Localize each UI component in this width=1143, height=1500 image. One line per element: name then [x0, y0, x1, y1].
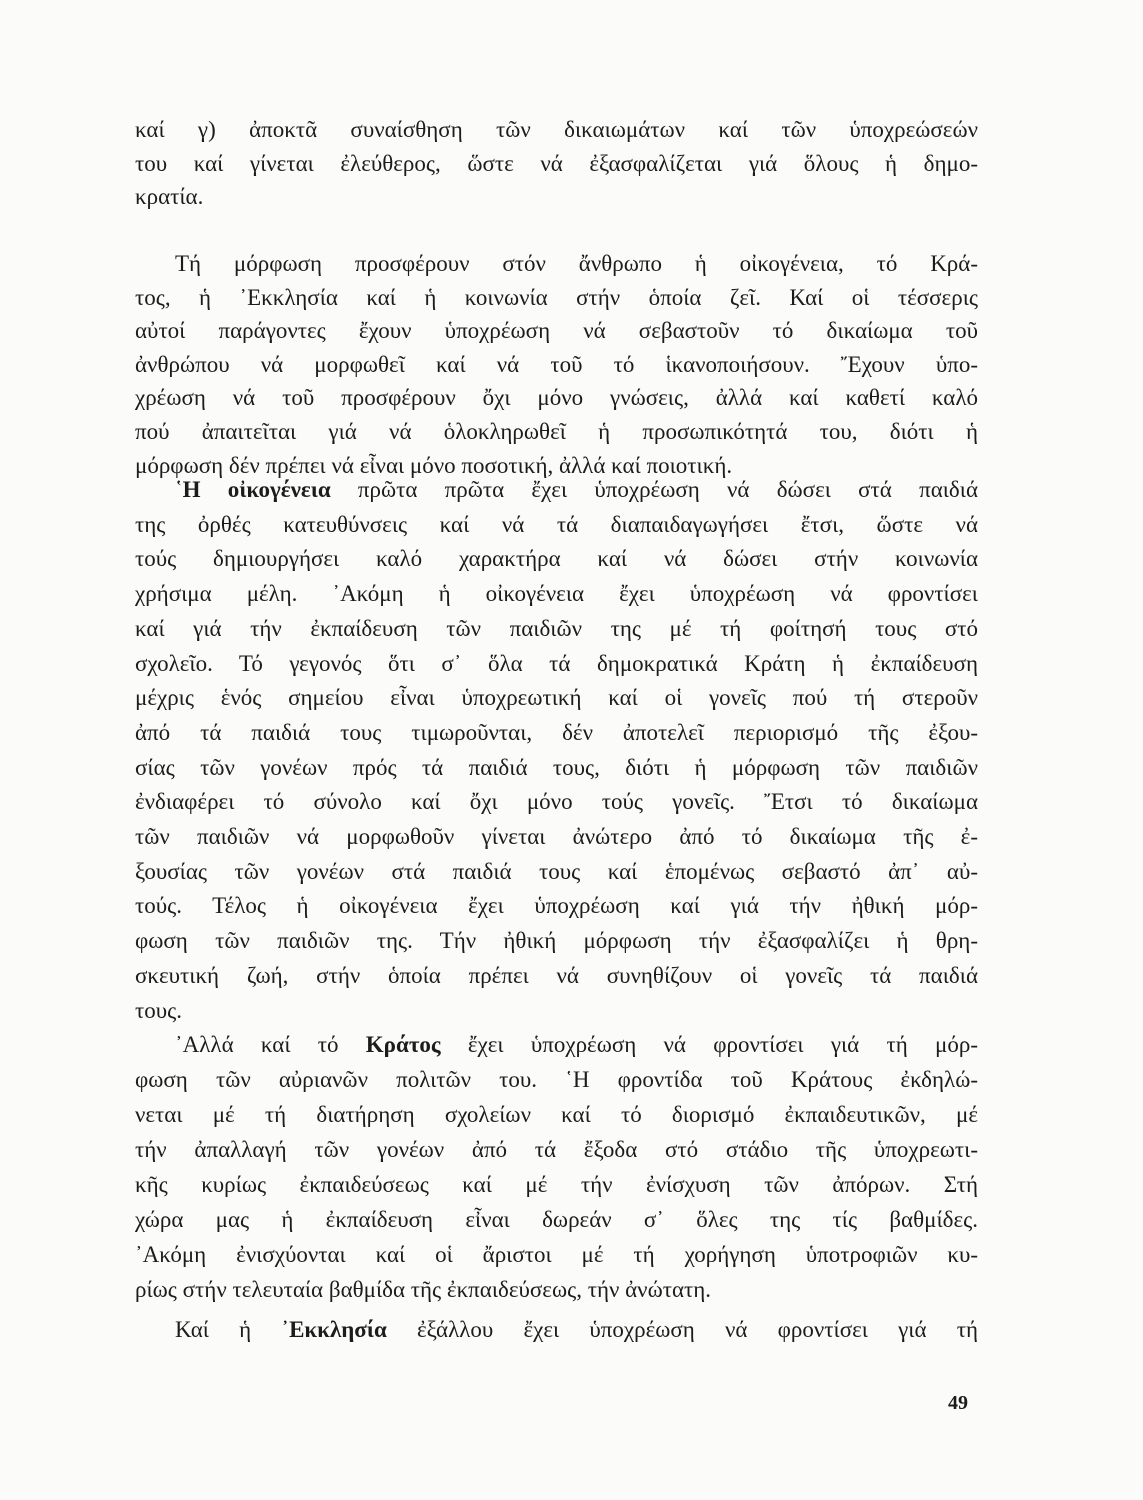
text-line: πού ἀπαιτεῖται γιά νά ὁλοκληρωθεῖ ἡ προσωπικότητά του, διότι ἡ — [135, 419, 978, 444]
text-line: κῆς κυρίως ἐκπαιδεύσεως καί μέ τήν ἐνίσχυση τῶν ἀπόρων. Στή — [135, 1172, 978, 1197]
text-line: τήν ἀπαλλαγή τῶν γονέων ἀπό τά ἔξοδα στό στάδιο τῆς ὑποχρεωτι- — [135, 1137, 978, 1162]
text-segment: πρῶτα πρῶτα ἔχει ὑποχρέωση νά δώσει στά παιδιά — [330, 477, 979, 502]
text-line: σχολεῖο. Τό γεγονός ὅτι σ᾿ ὅλα τά δημοκρατικά Κράτη ἡ ἐκπαίδευση — [135, 650, 978, 676]
text-line: τούς. Τέλος ἡ οἰκογένεια ἔχει ὑποχρέωση καί γιά τήν ἠθική μόρ- — [135, 893, 978, 919]
text-line: καί γιά τήν ἐκπαίδευση τῶν παιδιῶν της μέ τή φοίτησή τους στό — [135, 615, 978, 641]
text-segment: Καί ἡ — [175, 1317, 282, 1342]
text-line: ἀνθρώπου νά μορφωθεῖ καί νά τοῦ τό ἱκανοποιήσουν. Ἔχουν ὑπο- — [135, 351, 978, 377]
bold-term: ᾿Εκκλησία — [281, 1317, 387, 1342]
text-line: χρέωση νά τοῦ προσφέρουν ὄχι μόνο γνώσεις, ἀλλά καί καθετί καλό — [135, 385, 978, 411]
text-line — [175, 1313, 978, 1347]
text-line — [175, 473, 978, 507]
text-line: νεται μέ τή διατήρηση σχολείων καί τό διορισμό ἐκπαιδευτικῶν, μέ — [135, 1102, 978, 1127]
page-number: 49 — [948, 1392, 968, 1414]
text-line: μόρφωση δέν πρέπει νά εἶναι μόνο ποσοτική, ἀλλά καί ποιοτική. — [135, 452, 733, 478]
bold-term: ῾Η οἰκογένεια — [175, 477, 331, 502]
text-line: τους. — [135, 997, 182, 1023]
text-line: κρατία. — [135, 184, 204, 210]
text-line: τούς δημιουργήσει καλό χαρακτήρα καί νά δώσει στήν κοινωνία — [135, 546, 978, 572]
text-line: του καί γίνεται ἐλεύθερος, ὥστε νά ἐξασφαλίζεται γιά ὅλους ἡ δημο- — [135, 150, 978, 176]
text-line: της ὀρθές κατευθύνσεις καί νά τά διαπαιδαγωγήσει ἔτσι, ὥστε νά — [135, 511, 978, 537]
text-line: σίας τῶν γονέων πρός τά παιδιά τους, διότι ἡ μόρφωση τῶν παιδιῶν — [135, 754, 978, 780]
text-line: ξουσίας τῶν γονέων στά παιδιά τους καί ἑπομένως σεβαστό ἀπ᾿ αὐ- — [135, 858, 978, 884]
text-line: ἀπό τά παιδιά τους τιμωροῦνται, δέν ἀποτελεῖ περιορισμό τῆς ἐξου- — [135, 719, 978, 745]
text-line: μέχρις ἑνός σημείου εἶναι ὑποχρεωτική καί οἱ γονεῖς πού τή στεροῦν — [135, 685, 978, 711]
text-segment: ἐξάλλου ἔχει ὑποχρέωση νά φροντίσει γιά τή — [386, 1317, 978, 1342]
text-segment: ἔχει ὑποχρέωση νά φροντίσει γιά τή μόρ- — [440, 1032, 978, 1057]
text-segment: ᾿Αλλά καί τό — [175, 1032, 366, 1057]
bold-term: Κράτος — [365, 1032, 441, 1057]
text-line: ᾿Ακόμη ἐνισχύονται καί οἱ ἄριστοι μέ τή χορήγηση ὑποτροφιῶν κυ- — [135, 1242, 978, 1267]
text-line: τος, ἡ ᾿Εκκλησία καί ἡ κοινωνία στήν ὁποία ζεῖ. Καί οἱ τέσσερις — [135, 284, 978, 310]
text-line: φωση τῶν αὐριανῶν πολιτῶν του. ῾Η φροντίδα τοῦ Κράτους ἐκδηλώ- — [135, 1067, 978, 1092]
text-line: αὐτοί παράγοντες ἔχουν ὑποχρέωση νά σεβαστοῦν τό δικαίωμα τοῦ — [135, 318, 978, 344]
text-line — [175, 1028, 978, 1062]
text-line: τῶν παιδιῶν νά μορφωθοῦν γίνεται ἀνώτερο ἀπό τό δικαίωμα τῆς ἐ- — [135, 824, 978, 849]
text-line: φωση τῶν παιδιῶν της. Τήν ἠθική μόρφωση τήν ἐξασφαλίζει ἡ θρη- — [135, 928, 978, 954]
text-line: ρίως στήν τελευταία βαθμίδα τῆς ἐκπαιδεύσεως, τήν ἀνώτατη. — [135, 1277, 712, 1302]
text-line: ἐνδιαφέρει τό σύνολο καί ὄχι μόνο τούς γονεῖς. Ἔτσι τό δικαίωμα — [135, 789, 978, 815]
text-line: καί γ) ἀποκτᾶ συναίσθηση τῶν δικαιωμάτων καί τῶν ὑποχρεώσεών — [135, 117, 978, 142]
text-line: Τή μόρφωση προσφέρουν στόν ἄνθρωπο ἡ οἰκογένεια, τό Κρά- — [175, 251, 978, 276]
text-line: χρήσιμα μέλη. ᾿Ακόμη ἡ οἰκογένεια ἔχει ὑποχρέωση νά φροντίσει — [135, 581, 978, 607]
text-line: χώρα μας ἡ ἐκπαίδευση εἶναι δωρεάν σ᾿ ὅλες της τίς βαθμίδες. — [135, 1207, 978, 1232]
text-line: σκευτική ζωή, στήν ὁποία πρέπει νά συνηθίζουν οἱ γονεῖς τά παιδιά — [135, 962, 978, 988]
